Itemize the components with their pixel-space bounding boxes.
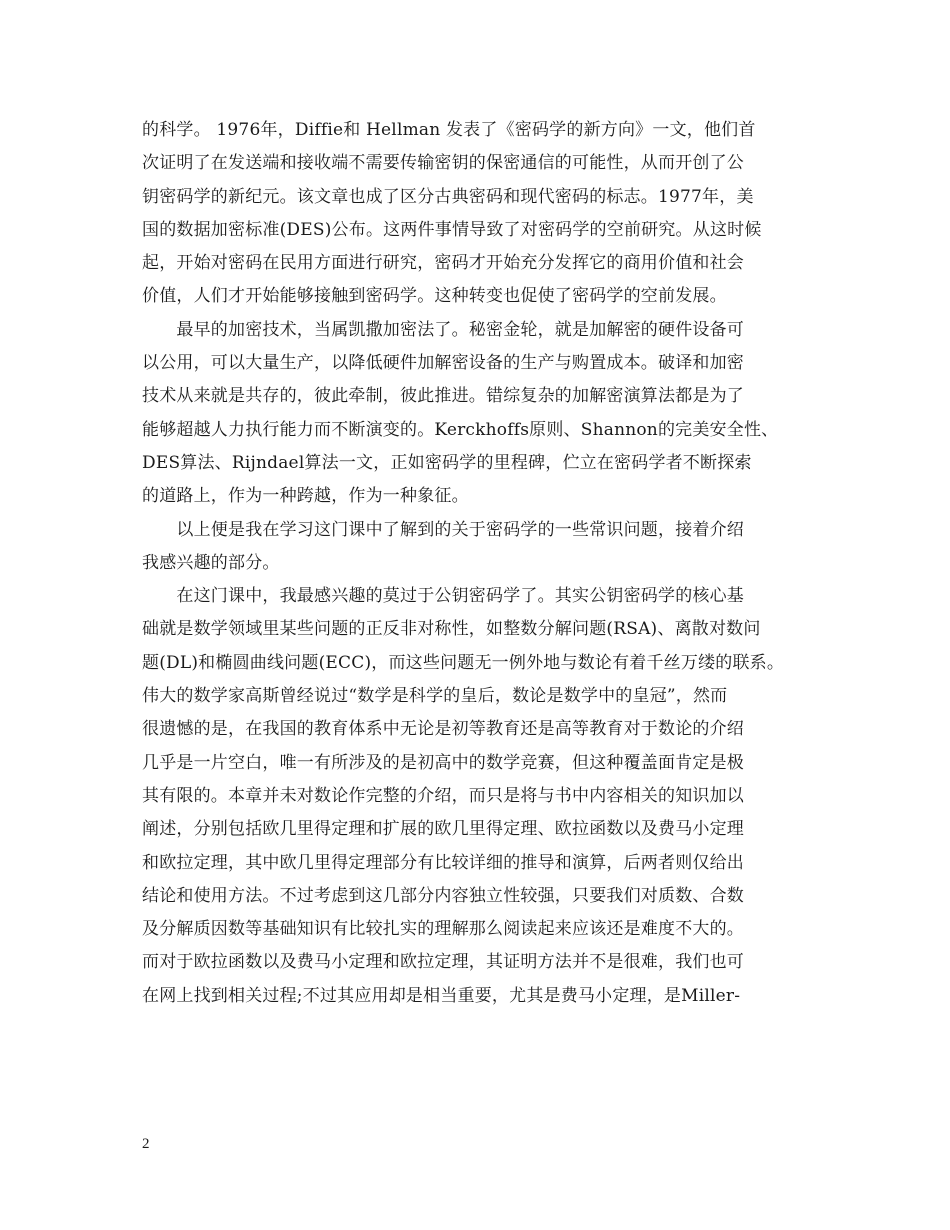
text-line: 国的数据加密标准(DES)公布。这两件事情导致了对密码学的空前研究。从这时候 <box>142 219 762 240</box>
text-line: 的道路上，作为一种跨越，作为一种象征。 <box>142 486 469 507</box>
text-line: DES算法、Rijndael算法一文，正如密码学的里程碑，伫立在密码学者不断探索 <box>142 452 752 473</box>
text-line: 次证明了在发送端和接收端不需要传输密钥的保密通信的可能性，从而开创了公 <box>142 153 744 174</box>
text-line: 以公用，可以大量生产，以降低硬件加解密设备的生产与购置成本。破译和加密 <box>142 353 744 374</box>
text-line: 在这门课中，我最感兴趣的莫过于公钥密码学了。其实公钥密码学的核心基 <box>142 586 744 607</box>
text-line: 础就是数学领域里某些问题的正反非对称性，如整数分解问题(RSA)、离散对数问 <box>142 619 761 640</box>
text-line: 的科学。 1976年，Diffie和 Hellman 发表了《密码学的新方向》一文，他们首 <box>142 120 756 140</box>
text-line: 我感兴趣的部分。 <box>142 552 280 573</box>
text-line: 最早的加密技术，当属凯撒加密法了。秘密金轮，就是加解密的硬件设备可 <box>142 319 744 340</box>
text-line: 钥密码学的新纪元。该文章也成了区分古典密码和现代密码的标志。1977年，美 <box>142 186 754 207</box>
text-line: 结论和使用方法。不过考虑到这几部分内容独立性较强，只要我们对质数、合数 <box>142 885 744 906</box>
text-line: 几乎是一片空白，唯一有所涉及的是初高中的数学竞赛，但这种覆盖面肯定是极 <box>142 752 744 773</box>
text-line: 起，开始对密码在民用方面进行研究，密码才开始充分发挥它的商用价值和社会 <box>142 253 744 274</box>
text-line: 及分解质因数等基础知识有比较扎实的理解那么阅读起来应该还是难度不大的。 <box>142 919 744 940</box>
text-line: 在网上找到相关过程;不过其应用却是相当重要，尤其是费马小定理，是Miller- <box>142 985 741 1006</box>
text-line: 价值，人们才开始能够接触到密码学。这种转变也促使了密码学的空前发展。 <box>142 286 727 307</box>
text-line: 其有限的。本章并未对数论作完整的介绍，而只是将与书中内容相关的知识加以 <box>142 785 744 806</box>
body-text <box>142 114 822 1013</box>
text-line: 题(DL)和椭圆曲线问题(ECC)，而这些问题无一例外地与数论有着千丝万缕的联系。 <box>142 652 785 673</box>
page-number: 2 <box>142 1136 150 1152</box>
text-line: 伟大的数学家高斯曾经说过“数学是科学的皇后，数论是数学中的皇冠”，然而 <box>142 686 728 707</box>
text-line: 阐述，分别包括欧几里得定理和扩展的欧几里得定理、欧拉函数以及费马小定理 <box>142 819 744 840</box>
text-line: 而对于欧拉函数以及费马小定理和欧拉定理，其证明方法并不是很难，我们也可 <box>142 952 744 973</box>
text-line: 能够超越人力执行能力而不断演变的。Kerckhoffs原则、Shannon的完美安全性、 <box>142 419 779 440</box>
text-line: 和欧拉定理，其中欧几里得定理部分有比较详细的推导和演算，后两者则仅给出 <box>142 852 744 873</box>
text-line: 技术从来就是共存的，彼此牵制，彼此推进。错综复杂的加解密演算法都是为了 <box>142 386 744 407</box>
text-line: 以上便是我在学习这门课中了解到的关于密码学的一些常识问题，接着介绍 <box>142 519 744 540</box>
text-line: 很遗憾的是，在我国的教育体系中无论是初等教育还是高等教育对于数论的介绍 <box>142 719 744 740</box>
